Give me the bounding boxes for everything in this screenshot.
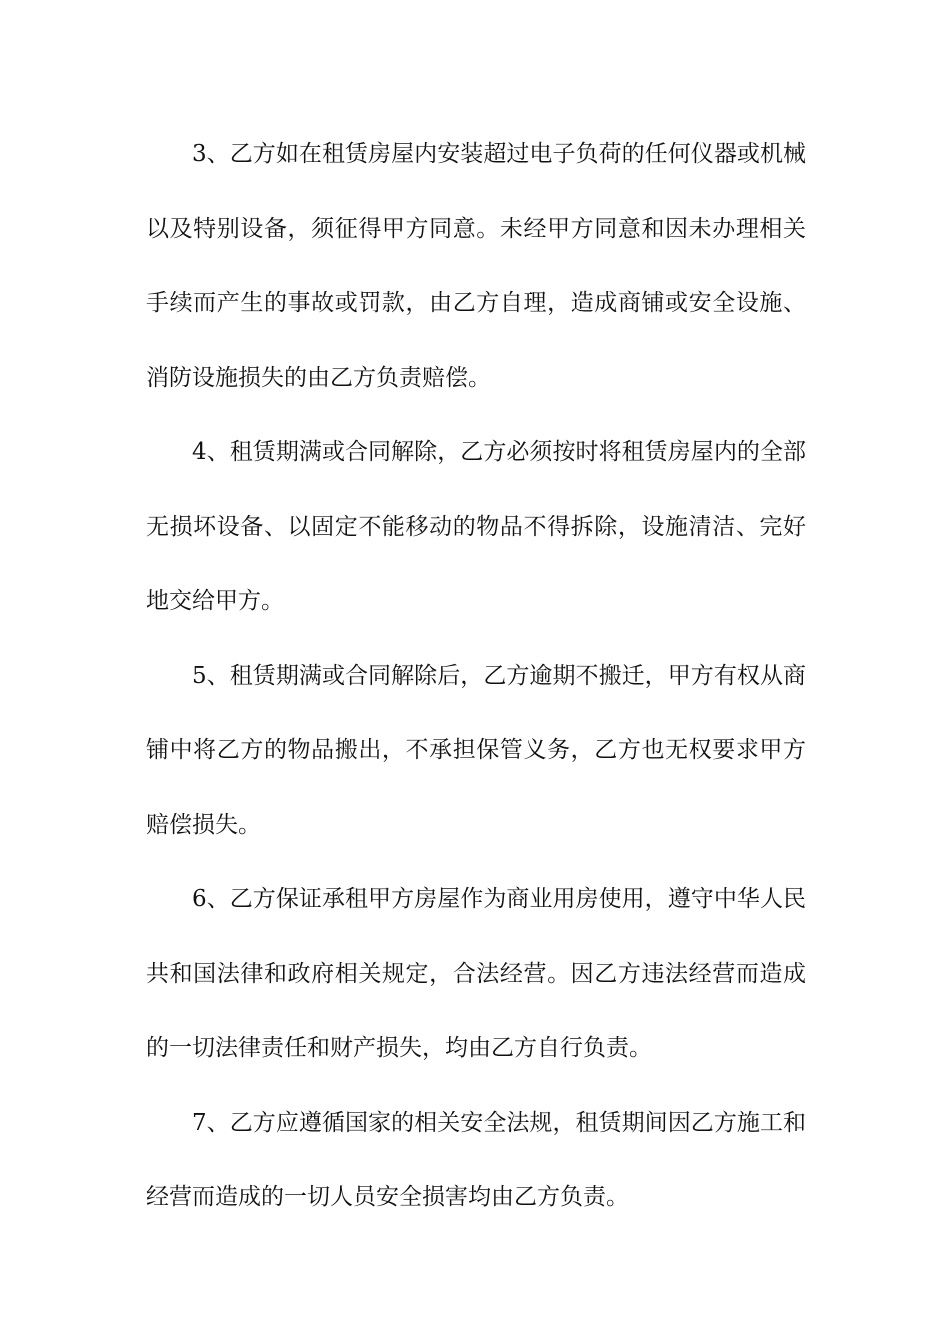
clause-5: 5、租赁期满或合同解除后，乙方逾期不搬迁，甲方有权从商铺中将乙方的物品搬出，不承担保管义务，乙方也无权要求甲方赔偿损失。 bbox=[146, 662, 806, 838]
document-body bbox=[146, 117, 806, 1235]
clause-4: 4、租赁期满或合同解除，乙方必须按时将租赁房屋内的全部无损坏设备、以固定不能移动的物品不得拆除，设施清洁、完好地交给甲方。 bbox=[146, 439, 806, 614]
clause-3: 3、乙方如在租赁房屋内安装超过电子负荷的任何仪器或机械以及特别设备，须征得甲方同意。未经甲方同意和因未办理相关手续而产生的事故或罚款，由乙方自理，造成商铺或安全设施、消防设施损失的由乙方负责赔偿。 bbox=[146, 141, 806, 391]
clause-6: 6、乙方保证承租甲方房屋作为商业用房使用，遵守中华人民共和国法律和政府相关规定，合法经营。因乙方违法经营而造成的一切法律责任和财产损失，均由乙方自行负责。 bbox=[146, 886, 806, 1061]
clause-7: 7、乙方应遵循国家的相关安全法规，租赁期间因乙方施工和经营而造成的一切人员安全损害均由乙方负责。 bbox=[146, 1109, 806, 1210]
